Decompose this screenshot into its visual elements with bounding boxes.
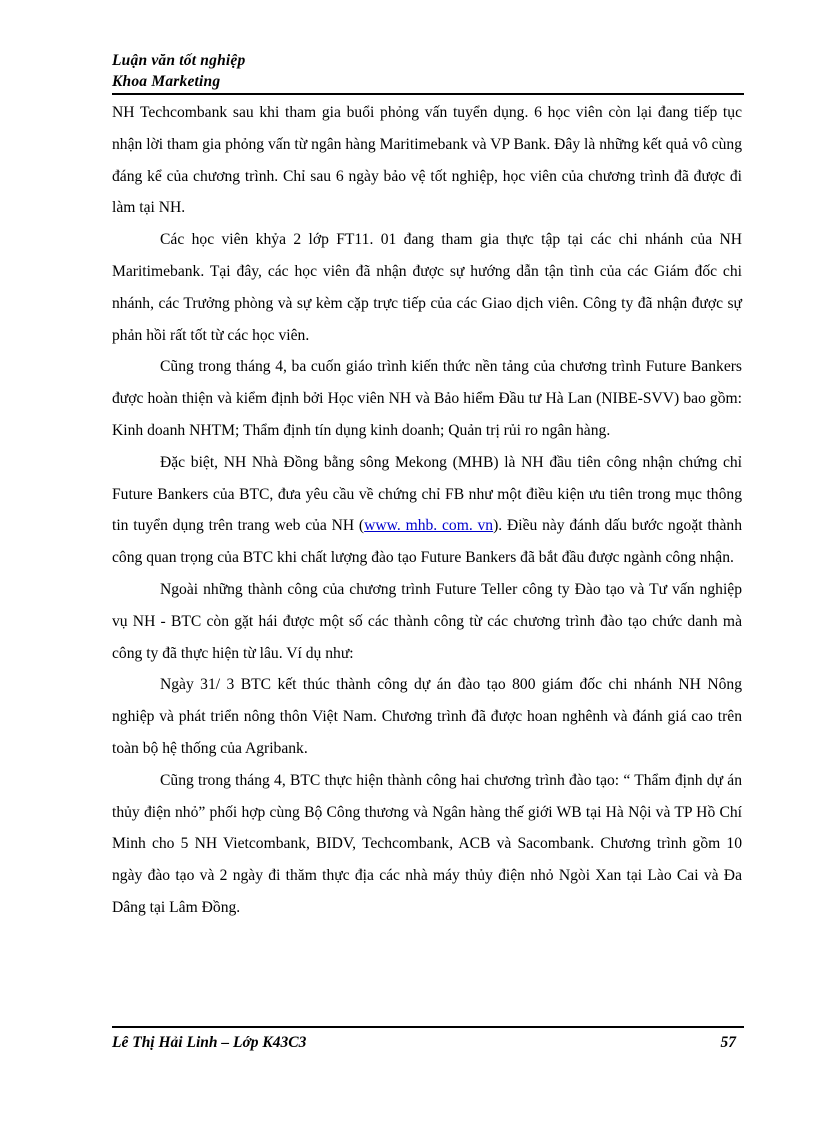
paragraph-4 (112, 447, 742, 574)
paragraph-4-text-before: Đặc biệt, NH Nhà Đồng bằng sông Mekong (MHB) là NH đầu tiên công nhận chứng chỉ Future Bankers của BTC, đưa yêu cầu về chứng chỉ FB như một điều kiện ưu tiên trong mục thông tin tuyển dụng trên trang web của NH ( (112, 453, 742, 535)
page-footer (112, 1026, 744, 1052)
header-thesis-label: Luận văn tốt nghiệp (112, 52, 246, 69)
paragraph-2: Các học viên khỷa 2 lớp FT11. 01 đang tham gia thực tập tại các chi nhánh của NH Maritimebank. Tại đây, các học viên đã nhận được sự hướng dẫn tận tình của các Giám đốc chi nhánh, các Trưởng phòng và sự kèm cặp trực tiếp của các Giao dịch viên. Công ty đã nhận được sự phản hồi rất tốt từ các học viên. (112, 231, 742, 344)
paragraph-5: Ngoài những thành công của chương trình Future Teller công ty Đào tạo và Tư vấn nghiệp vụ NH - BTC còn gặt hái được một số các thành công từ các chương trình đào tạo chức danh mà công ty đã thực hiện từ lâu. Ví dụ như: (112, 580, 742, 662)
paragraph-6: Ngày 31/ 3 BTC kết thúc thành công dự án đào tạo 800 giám đốc chi nhánh NH Nông nghiệp và phát triển nông thôn Việt Nam. Chương trình đã được hoan nghênh và đánh giá cao trên toàn bộ hệ thống của Agribank. (112, 676, 742, 757)
footer-author: Lê Thị Hải Linh – Lớp K43C3 (112, 1034, 307, 1051)
paragraph-4-text-after: ). Điều này đánh dấu bước ngoặt thành công quan trọng của BTC khi chất lượng đào tạo Future Bankers đã bắt đầu được ngành công nhận. (112, 517, 742, 567)
mhb-website-link[interactable]: www. mhb. com. vn (364, 517, 494, 535)
page-number: 57 (720, 1034, 736, 1051)
paragraph-3: Cũng trong tháng 4, ba cuốn giáo trình kiến thức nền tảng của chương trình Future Bankers được hoàn thiện và kiểm định bởi Học viên NH và Bảo hiểm Đầu tư Hà Lan (NIBE-SVV) bao gồm: Kinh doanh NHTM; Thẩm định tín dụng kinh doanh; Quản trị rủi ro ngân hàng. (112, 358, 742, 439)
paragraph-7: Cũng trong tháng 4, BTC thực hiện thành công hai chương trình đào tạo: “ Thẩm định dự án thủy điện nhỏ” phối hợp cùng Bộ Công thương và Ngân hàng thế giới WB tại Hà Nội và TP Hồ Chí Minh cho 5 NH Vietcombank, BIDV, Techcombank, ACB và Sacombank. Chương trình gồm 10 ngày đào tạo và 2 ngày đi thăm thực địa các nhà máy thủy điện nhỏ Ngòi Xan tại Lào Cai và Đa Dâng tại Lâm Đồng. (112, 771, 742, 916)
document-body (112, 97, 742, 924)
page-header (112, 50, 744, 95)
header-faculty-label: Khoa Marketing (112, 73, 221, 90)
paragraph-1: NH Techcombank sau khi tham gia buổi phỏng vấn tuyển dụng. 6 học viên còn lại đang tiếp tục nhận lời tham gia phỏng vấn từ ngân hàng Maritimebank và VP Bank. Đây là những kết quả vô cùng đáng kể của chương trình. Chỉ sau 6 ngày bảo vệ tốt nghiệp, học viên của chương trình đã được đi làm tại NH. (112, 104, 742, 217)
